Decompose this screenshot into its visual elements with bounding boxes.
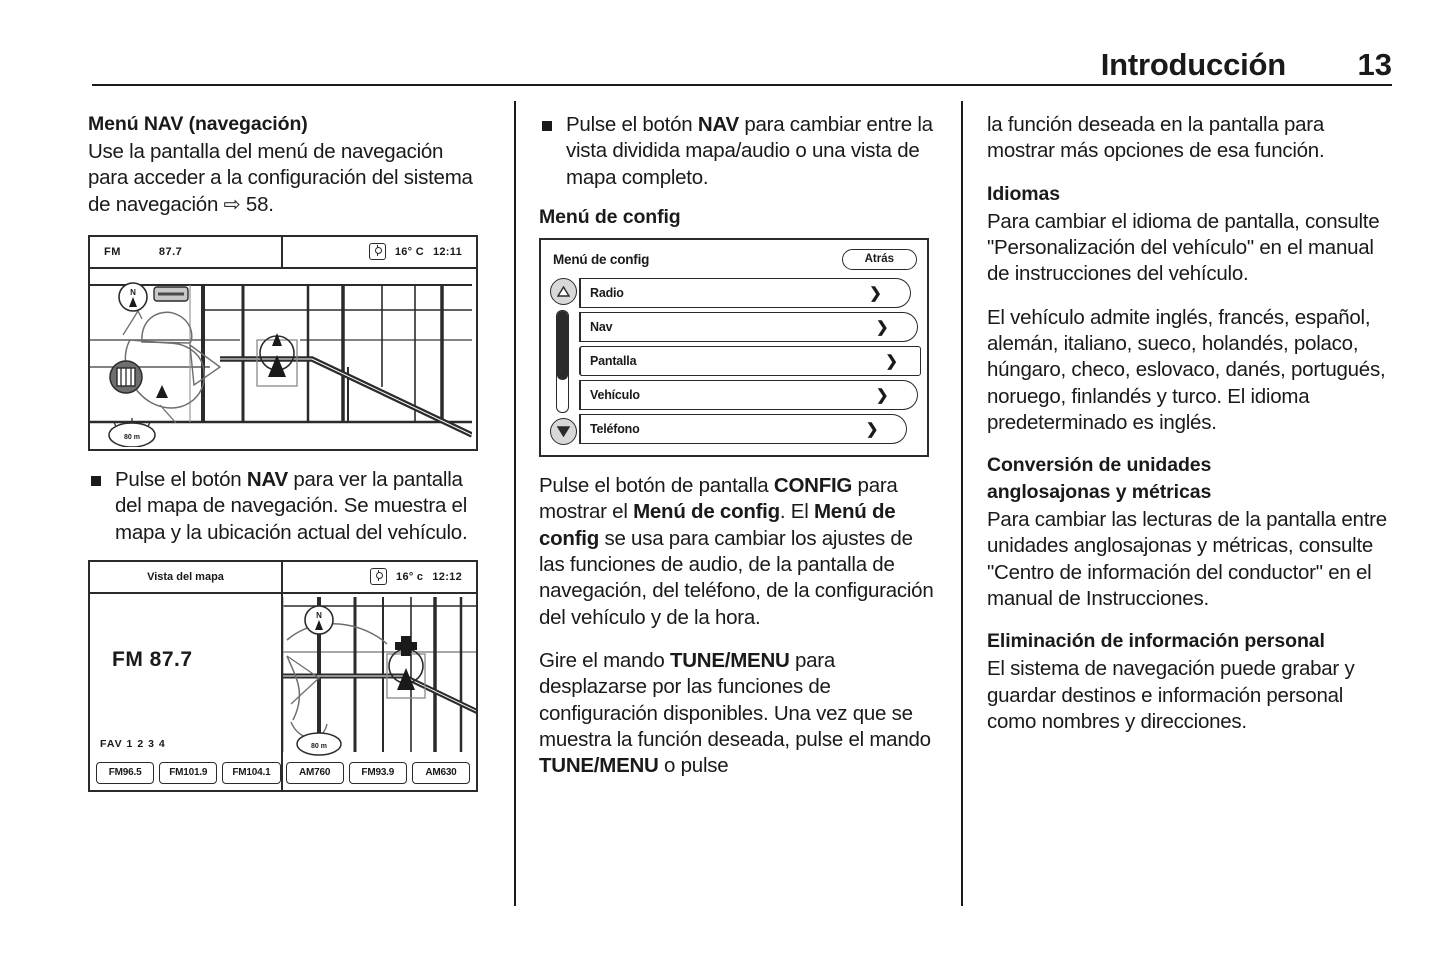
mapview-title: Vista del mapa [147, 570, 224, 583]
radio-frequency-label: 87.7 [158, 245, 183, 258]
config-item-label: Nav [590, 319, 613, 334]
paragraph-tune-menu [539, 648, 939, 780]
text-run: para mostrar el [539, 473, 898, 524]
mapview-status-bar [90, 562, 476, 594]
text-run: o pulse [658, 754, 729, 778]
preset-button-1[interactable]: FM96.5 [96, 762, 154, 784]
bullet-item-nav-button [88, 467, 488, 546]
triangle-down-icon[interactable] [550, 418, 577, 445]
back-button[interactable]: Atrás [842, 249, 917, 270]
paragraph-eliminacion: El sistema de navegación puede grabar y guardar destinos e información personal como nombres y direcciones. [987, 657, 1355, 734]
preset-button-3[interactable]: FM104.1 [222, 762, 280, 784]
column-1 [88, 112, 488, 808]
svg-text:80 m: 80 m [124, 433, 140, 441]
config-item-label: Teléfono [590, 421, 640, 436]
map-canvas [90, 267, 476, 449]
figure-navigation-map-screen [88, 235, 478, 451]
paragraph-idiomas-2: El vehículo admite inglés, francés, español, alemán, italiano, sueco, holandés, polaco, húngaro, checo, eslovaco, danés, portugués, noruego, finlandés y turco. El idioma predeterminado es inglés. [987, 305, 1386, 434]
page-header [92, 18, 1392, 80]
config-item-label: Radio [590, 285, 624, 300]
paragraph-nav-intro: Use la pantalla del menú de navegación para acceder a la configuración del sistema de navegación ⇨ 58. [88, 139, 473, 216]
header-divider-rule [92, 84, 1392, 86]
bullet-list-nav [88, 467, 488, 546]
paragraph-conversion: Para cambiar las lecturas de la pantalla entre unidades anglosajonas y métricas, consulte "Centro de información del conductor" en el manual de Instrucciones. [987, 508, 1387, 611]
text-run: Gire el mando [539, 648, 670, 672]
mapview-audio-pane [90, 592, 283, 790]
config-item-telefono[interactable] [579, 414, 907, 444]
text-bold-config: CONFIG [773, 473, 853, 497]
map-status-bar [90, 237, 476, 269]
heading-eliminacion: Eliminación de información personal [987, 630, 1325, 653]
svg-text:80 m: 80 m [311, 742, 327, 750]
bullet-item-nav-toggle [539, 112, 939, 191]
bullet-text-bold-nav: NAV [697, 113, 739, 136]
column-divider-1 [514, 101, 516, 906]
paragraph-idiomas-1: Para cambiar el idioma de pantalla, consulte "Personalización del vehículo" en el manual de instrucciones del vehículo. [987, 209, 1380, 286]
fav-bank-label: FAV 1 2 3 4 [100, 737, 166, 750]
column-3 [987, 112, 1387, 752]
mapview-map-pane [283, 592, 476, 790]
config-item-pantalla[interactable] [579, 346, 921, 376]
heading-menu-nav: Menú NAV (navegación) [88, 113, 308, 135]
config-item-vehiculo[interactable] [579, 380, 918, 410]
config-menu-inner [547, 246, 921, 449]
mapview-title-cell [90, 562, 283, 592]
column-divider-2 [961, 101, 963, 906]
map-graphic [90, 267, 472, 447]
figure-config-menu-screen [539, 238, 929, 457]
chevron-right-icon: ❯ [885, 352, 898, 370]
paragraph-continued: la función deseada en la pantalla para mostrar más opciones de esa función. [987, 113, 1325, 163]
clock-label: 12:11 [432, 245, 462, 258]
display-info-icon [369, 243, 386, 260]
text-run: Pulse el botón de pantalla [539, 473, 774, 497]
mapview-body [90, 592, 476, 790]
temperature-label: 16° C [394, 245, 424, 258]
heading-menu-config: Menú de config [539, 205, 681, 228]
clock-label: 12:12 [432, 570, 462, 583]
page-title: Introducción [1100, 47, 1286, 82]
map-status-left [90, 237, 283, 267]
text-bold-tune-menu: TUNE/MENU [669, 648, 790, 672]
paragraph-config-usage [539, 473, 939, 631]
heading-conversion-line-2: anglosajonas y métricas [987, 481, 1212, 504]
chevron-right-icon: ❯ [865, 420, 879, 438]
text-run: . El [779, 500, 814, 524]
config-item-nav[interactable] [579, 312, 918, 342]
config-menu-scrollbar-thumb[interactable] [557, 311, 568, 380]
svg-text:N: N [130, 287, 136, 297]
bullet-list-nav-toggle [539, 112, 939, 191]
bullet-text-before: Pulse el botón [115, 467, 247, 491]
mapview-status-right [283, 562, 476, 592]
text-bold-tune-menu-2: TUNE/MENU [539, 754, 659, 778]
bullet-text-after: para ver la pantalla del mapa de navegación. Se muestra el mapa y la ubicación actual del vehículo. [115, 467, 468, 544]
map-status-right [283, 237, 476, 267]
bullet-text-after: para cambiar entre la vista dividida mapa/audio o una vista de mapa completo. [566, 113, 933, 189]
preset-button-4[interactable]: AM760 [286, 762, 344, 784]
config-menu-list [579, 278, 918, 445]
text-run: se usa para cambiar los ajustes de las funciones de audio, de la pantalla de navegación, del teléfono, de la configuración del vehículo y de la hora. [539, 526, 934, 629]
config-menu-scroll-controls[interactable] [550, 278, 578, 445]
chevron-right-icon: ❯ [876, 318, 889, 336]
svg-text:N: N [316, 610, 322, 620]
text-run: para desplazarse por las funciones de configuración disponibles. Una vez que se muestra la función deseada, pulse el mando [539, 648, 931, 751]
figure-map-audio-split-view [88, 560, 478, 792]
triangle-up-icon[interactable] [550, 278, 577, 305]
display-info-icon [370, 568, 387, 585]
config-item-radio[interactable] [579, 278, 911, 308]
preset-button-5[interactable]: FM93.9 [349, 762, 407, 784]
preset-button-2[interactable]: FM101.9 [159, 762, 217, 784]
chevron-right-icon: ❯ [869, 284, 882, 302]
page-number: 13 [1357, 47, 1392, 82]
radio-preset-bar[interactable] [96, 762, 470, 784]
config-item-label: Pantalla [590, 353, 637, 368]
radio-band-label: FM [104, 245, 121, 258]
column-2 [539, 112, 939, 797]
bullet-text-before: Pulse el botón [566, 113, 698, 136]
config-item-label: Vehículo [590, 387, 640, 402]
config-menu-header [547, 246, 921, 273]
preset-button-6[interactable]: AM630 [412, 762, 470, 784]
chevron-right-icon: ❯ [876, 386, 889, 404]
bullet-text-bold-nav: NAV [246, 467, 288, 491]
config-menu-scrollbar[interactable] [556, 310, 569, 413]
audio-frequency-label: FM 87.7 [112, 647, 193, 671]
text-bold-menu-config-2: Menú de config [539, 500, 896, 550]
config-menu-title: Menú de config [553, 251, 650, 267]
heading-conversion-line-1: Conversión de unidades [987, 454, 1212, 477]
temperature-label: 16° c [396, 570, 424, 583]
mapview-map-graphic [283, 592, 476, 790]
text-bold-menu-config: Menú de config [633, 500, 780, 524]
heading-idiomas: Idiomas [987, 182, 1060, 205]
